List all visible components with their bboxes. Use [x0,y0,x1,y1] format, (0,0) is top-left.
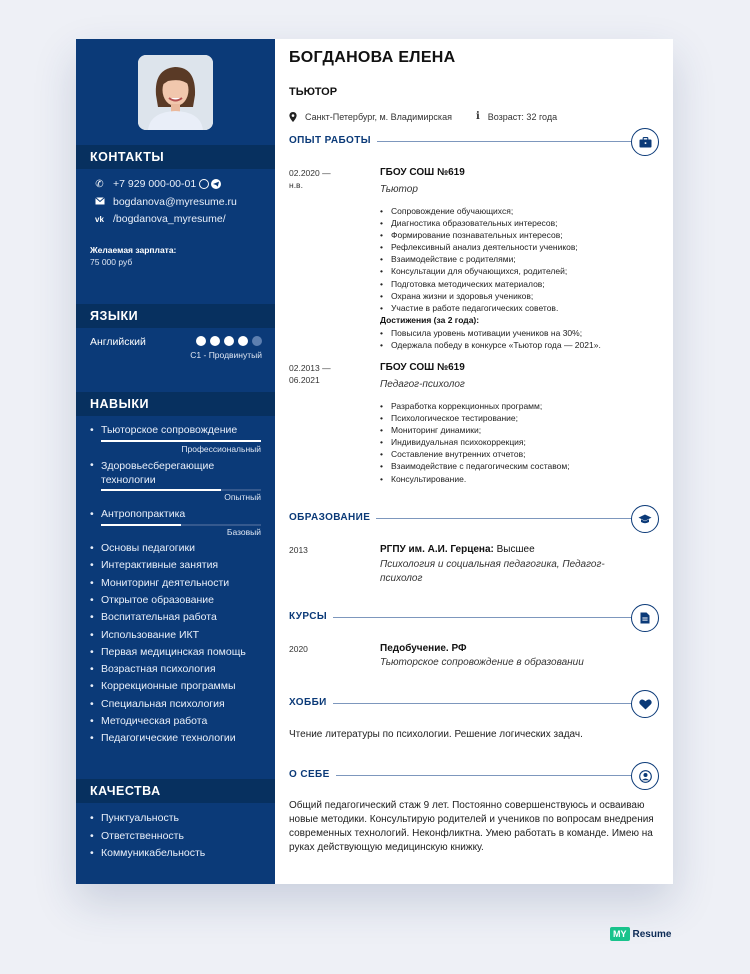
rated-skill: • Тьюторское сопровождение Профессиональный [90,424,261,454]
rated-skill-level: Профессиональный [181,444,261,454]
experience-heading [289,130,659,154]
hobbies-title: ХОББИ [289,697,333,708]
brand-logo[interactable] [610,927,671,941]
job-date [289,362,359,386]
skill-item: • Возрастная психология [90,663,216,676]
job-duties [380,400,660,485]
vk-icon: vk [95,214,104,224]
list-item: • Рефлексивный анализ деятельности учеников; [380,241,660,253]
whatsapp-icon[interactable] [199,179,209,189]
language-name: Английский [90,336,146,348]
skill-name: Коррекционные программы [101,680,236,693]
telegram-icon[interactable] [211,179,221,189]
quality-item: • Пунктуальность [90,812,179,824]
list-item: • Составление внутренних отчетов; [380,448,660,460]
job-title: ТЬЮТОР [289,86,338,98]
education-year: 2013 [289,545,308,555]
about-heading [289,764,659,788]
skill-item: • Мониторинг деятельности [90,576,230,589]
job-date [289,167,359,191]
skill-item: • Основы педагогики [90,542,195,554]
skill-name: Педагогические технологии [101,732,236,745]
experience-title: ОПЫТ РАБОТЫ [289,135,377,146]
skill-item: • Первая медицинская помощь [90,645,246,658]
quality-item: • Коммуникабельность [90,847,206,859]
rated-skill-name: Антропопрактика [101,508,186,520]
courses-title: КУРСЫ [289,611,333,622]
list-item: • Консультирование. [380,473,660,485]
brand-resume: Resume [632,928,672,940]
quality-name: Коммуникабельность [101,847,206,859]
about-text: Общий педагогический стаж 9 лет. Постоянно совершенствуюсь и осваиваю новые методики. Консультирую родителей и учеников по вопросам внедрения современных технологий. Неконфликтна. Умею работать в команде. Имею на руках действующую медицинскую книжку. [289,800,654,853]
education-heading [289,507,659,531]
document-icon [631,604,659,632]
person-icon [631,762,659,790]
courses-heading [289,606,659,630]
qualities-heading: КАЧЕСТВА [76,779,275,803]
job-date-start: 02.2013 — [289,363,331,373]
rated-skill: • Антропопрактика Базовый [90,508,261,537]
level-dot-filled [196,336,206,346]
education-title: ОБРАЗОВАНИЕ [289,512,376,523]
languages-heading: ЯЗЫКИ [76,304,275,328]
skill-name: Возрастная психология [101,663,216,676]
meta-line [289,111,557,122]
list-item: • Индивидуальная психокоррекция; [380,436,660,448]
list-item: • Охрана жизни и здоровья учеников; [380,290,660,302]
skill-item: • Открытое образование [90,593,214,606]
rated-skill-level: Опытный [224,492,261,502]
contact-email[interactable] [94,196,237,208]
skills-heading: НАВЫКИ [76,392,275,416]
skill-item: • Специальная психология [90,697,225,710]
info-icon: i [475,111,480,122]
hobbies-text: Чтение литературы по психологии. Решение логических задач. [289,729,583,740]
skill-item: • Воспитательная работа [90,611,217,624]
skill-bar [101,524,261,526]
contacts-heading: КОНТАКТЫ [76,145,275,169]
list-item: • Взаимодействие с педагогическим составом; [380,460,660,472]
brand-my: MY [610,927,630,941]
skill-bar-fill [101,489,221,491]
mail-icon [94,197,105,208]
briefcase-icon [631,128,659,156]
quality-name: Пунктуальность [101,812,179,824]
skill-name: Мониторинг деятельности [101,576,230,589]
achievements-label: Достижения (за 2 года): [380,315,480,325]
age-text: Возраст: 32 года [487,111,558,122]
skill-item: • Коррекционные программы [90,680,236,693]
job-duties [380,205,660,314]
list-item: • Психологическое тестирование; [380,412,660,424]
education-org-name: РГПУ им. А.И. Герцена: [380,544,494,555]
course-org: Педобучение. РФ [380,643,467,654]
level-dot-filled [210,336,220,346]
skill-bar [101,489,261,491]
job-date-end: н.в. [289,180,303,190]
candidate-name: БОГДАНОВА ЕЛЕНА [289,49,456,66]
skill-name: Интерактивные занятия [101,559,219,572]
education-degree: Высшее [496,544,535,555]
skill-name: Использование ИКТ [101,628,200,641]
vk-text: /bogdanova_myresume/ [113,213,226,225]
skill-name: Первая медицинская помощь [101,645,246,658]
email-text: bogdanova@myresume.ru [113,196,237,208]
skill-bar-fill [101,524,181,526]
job-achievements [380,327,660,351]
level-dot-filled [238,336,248,346]
education-org [380,544,535,555]
list-item: • Сопровождение обучающихся; [380,205,660,217]
rated-skill-name: Тьюторское сопровождение [101,424,238,436]
rated-skill: • Здоровьесберегающие технологии Опытный [90,459,261,502]
skill-name: Открытое образование [101,593,214,606]
phone-text: +7 929 000-00-01 [113,178,197,190]
list-item: • Одержала победу в конкурсе «Тьютор года — 2021». [380,339,660,351]
skill-item: • Использование ИКТ [90,628,200,641]
skill-item: • Интерактивные занятия [90,559,219,572]
job-role: Педагог-психолог [380,379,465,390]
skill-name: Специальная психология [101,697,225,710]
salary-value: 75 000 руб [90,257,133,267]
education-specialty: Психология и социальная педагогика, Педагог-психолог [380,559,605,584]
list-item: • Мониторинг динамики; [380,424,660,436]
quality-name: Ответственность [101,829,184,842]
skill-item: • Педагогические технологии [90,732,236,745]
list-item: • Повысила уровень мотивации учеников на 30%; [380,327,660,339]
contact-phone[interactable] [94,178,221,190]
rated-skill-level: Базовый [226,527,261,537]
job-org: ГБОУ СОШ №619 [380,167,465,178]
list-item: • Подготовка методических материалов; [380,278,660,290]
language-row [90,336,262,360]
job-date-end: 06.2021 [289,375,320,385]
language-level: C1 - Продвинутый [190,350,262,360]
resume-page [76,39,673,884]
job-date-start: 02.2020 — [289,168,331,178]
job-org: ГБОУ СОШ №619 [380,362,465,373]
about-title: О СЕБЕ [289,769,336,780]
list-item: • Участие в работе педагогических советов. [380,302,660,314]
list-item: • Взаимодействие с родителями; [380,253,660,265]
sidebar [76,39,275,884]
phone-icon: ✆ [95,178,104,190]
list-item: • Диагностика образовательных интересов; [380,217,660,229]
contact-vk[interactable] [94,213,226,225]
level-dot-empty [252,336,262,346]
course-year: 2020 [289,644,308,654]
list-item: • Формирование познавательных интересов; [380,229,660,241]
graduation-cap-icon [631,505,659,533]
location-icon [289,112,297,122]
skill-name: Воспитательная работа [101,611,217,624]
skill-bar [101,440,261,442]
main-content [275,39,673,884]
hobbies-heading [289,692,659,716]
salary-label: Желаемая зарплата: [90,245,177,255]
job-role: Тьютор [380,184,418,195]
skill-item: • Методическая работа [90,715,208,727]
list-item: • Разработка коррекционных программ; [380,400,660,412]
language-dots [196,336,262,346]
skill-name: Методическая работа [101,715,208,727]
list-item: • Консультации для обучающихся, родителей; [380,265,660,277]
rated-skill-name: Здоровьесберегающие технологии [101,460,215,486]
heart-icon [631,690,659,718]
quality-item: • Ответственность [90,829,184,842]
level-dot-filled [224,336,234,346]
skill-bar-fill [101,440,261,442]
location-text: Санкт-Петербург, м. Владимирская [305,111,452,122]
course-name: Тьюторское сопровождение в образовании [380,657,584,668]
skill-name: Основы педагогики [101,542,195,554]
profile-photo [138,55,213,130]
